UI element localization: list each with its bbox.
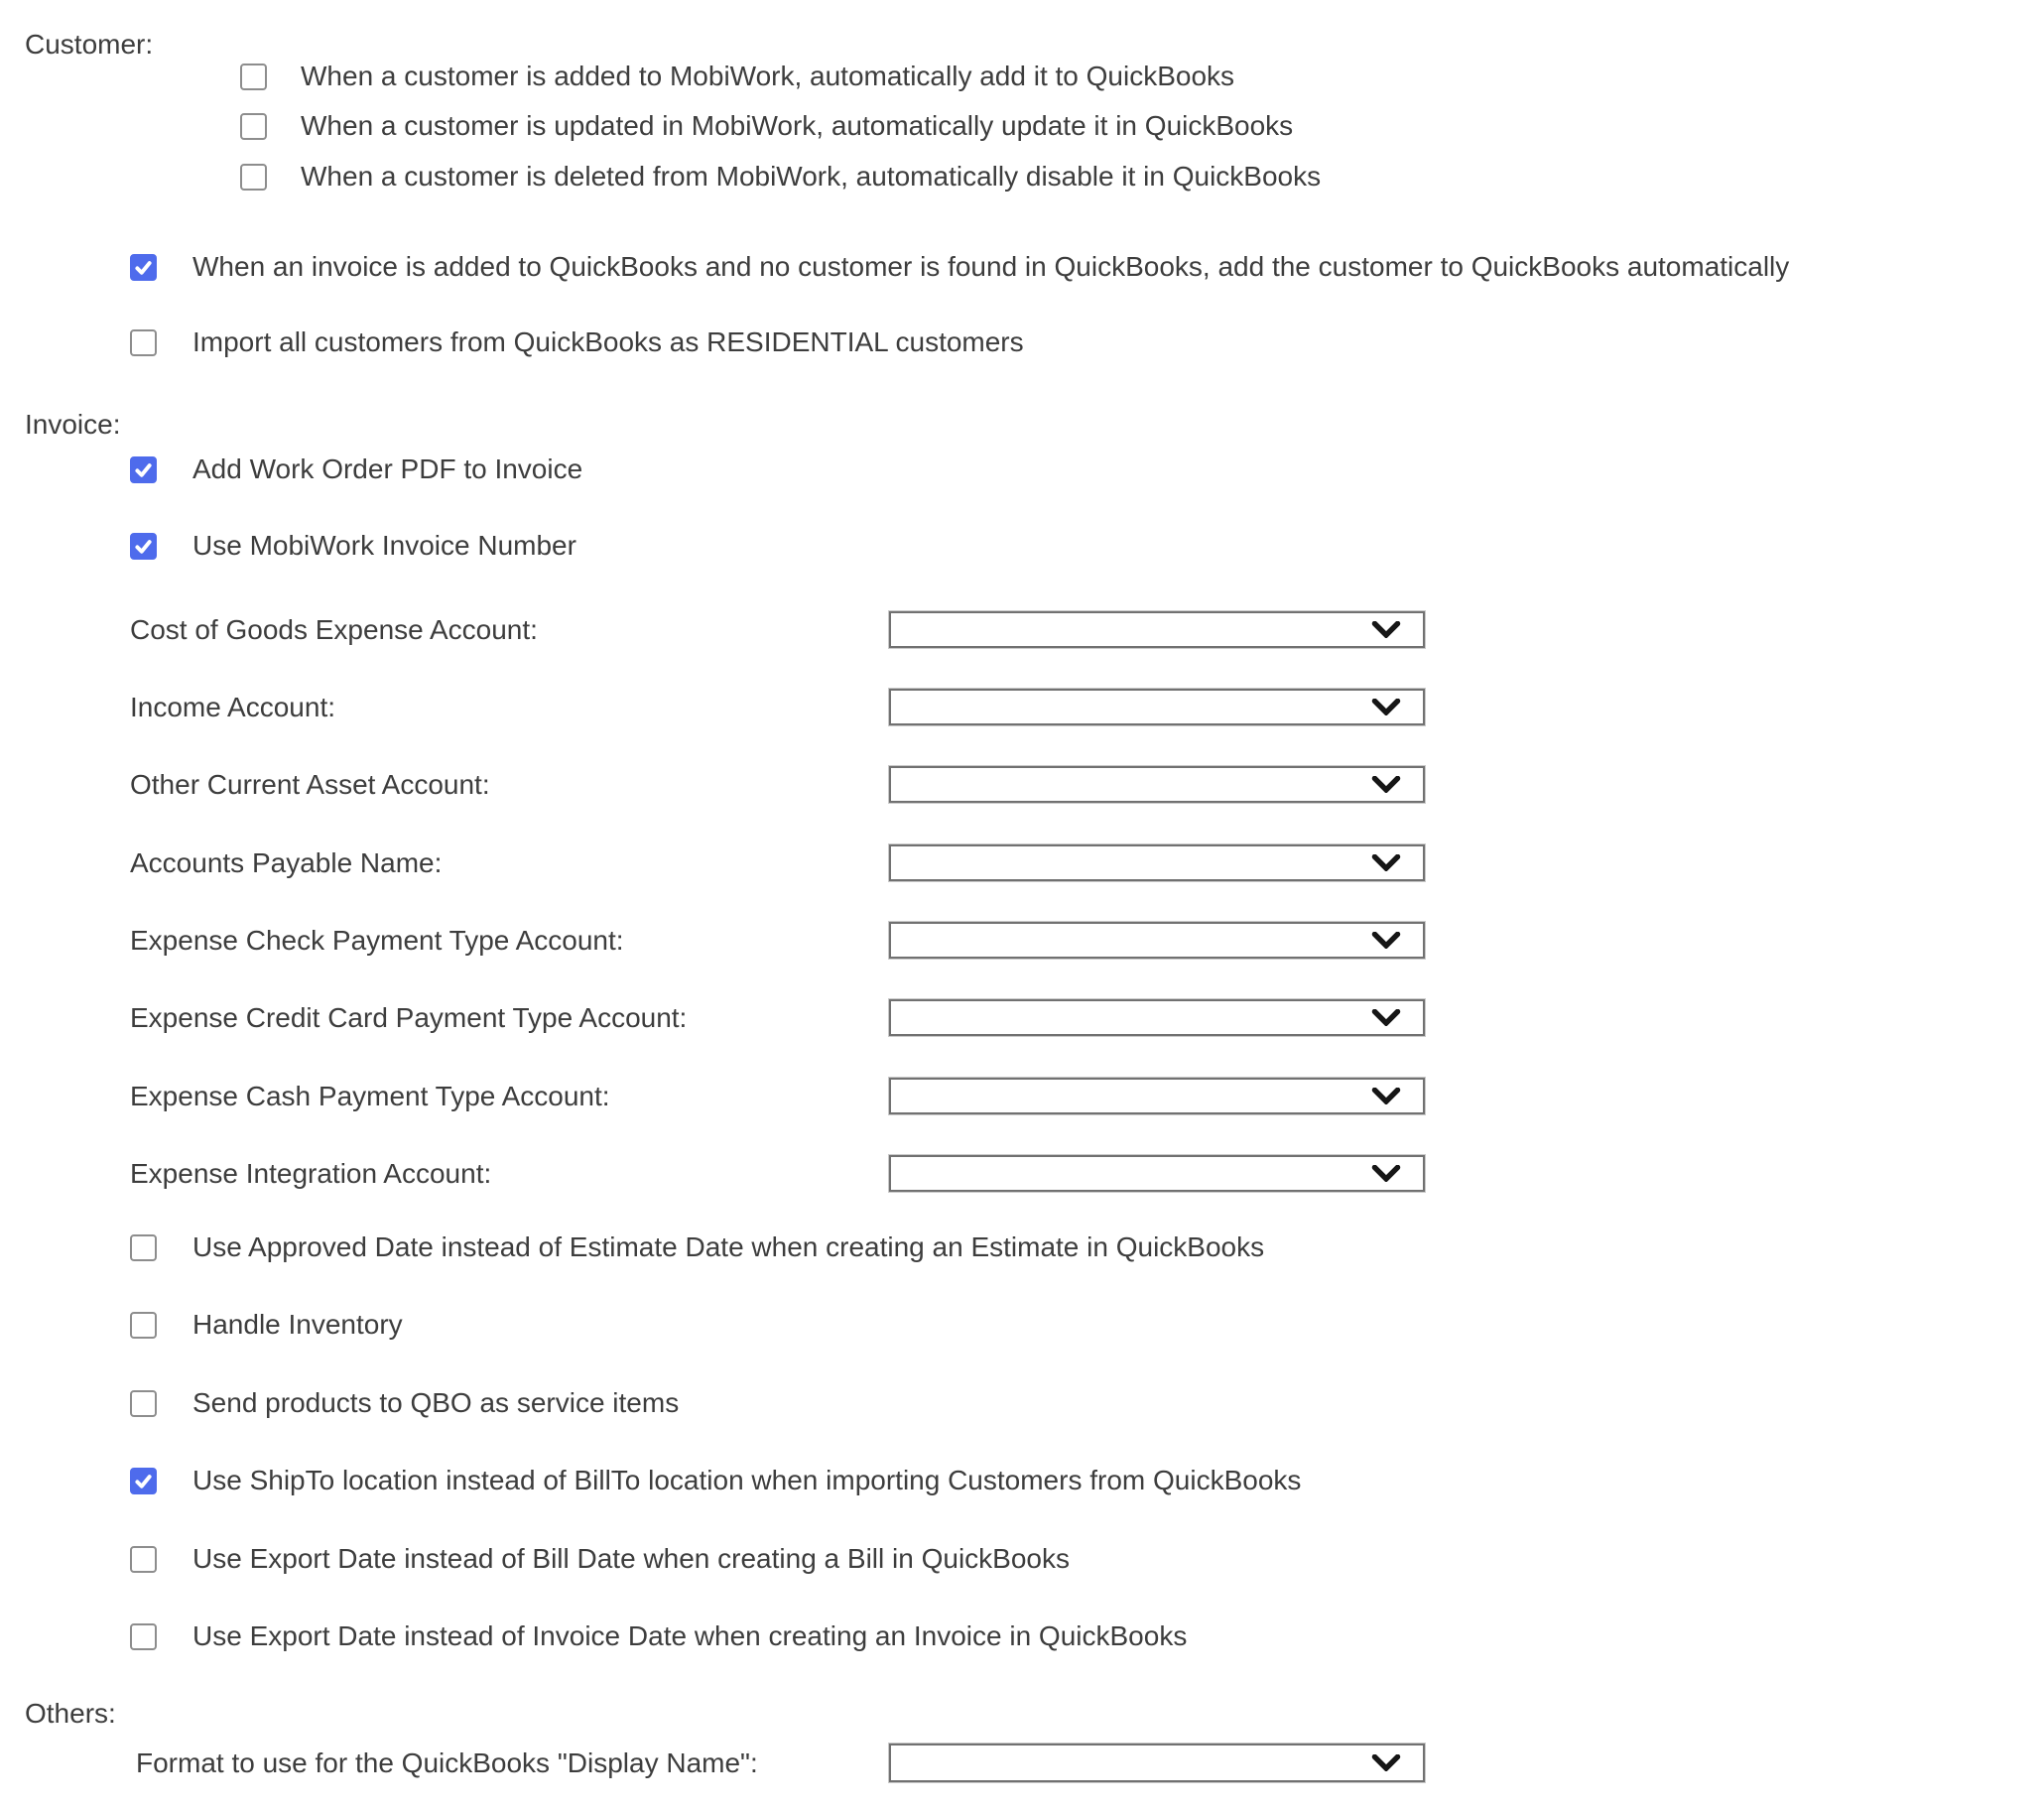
chevron-down-icon xyxy=(1371,932,1401,949)
chevron-down-icon xyxy=(1371,776,1401,793)
field-row-other-current-asset xyxy=(0,766,2044,803)
accounts-payable-name-select[interactable] xyxy=(889,844,1425,881)
checkbox-label: When a customer is added to MobiWork, automatically add it to QuickBooks xyxy=(301,61,1235,91)
checkbox-label: Handle Inventory xyxy=(192,1309,403,1340)
checkbox-use-mobiwork-invoice-number[interactable] xyxy=(130,533,157,560)
checkmark-icon xyxy=(133,257,154,278)
chevron-down-icon xyxy=(1371,1088,1401,1104)
expense-integration-account-select[interactable] xyxy=(889,1155,1425,1192)
checkmark-icon xyxy=(133,1471,154,1491)
field-label: Expense Cash Payment Type Account: xyxy=(130,1080,610,1111)
checkbox-send-products-qbo[interactable] xyxy=(130,1390,157,1417)
checkbox-label: Use Export Date instead of Bill Date when creating a Bill in QuickBooks xyxy=(192,1543,1070,1574)
checkbox-row-add-workorder-pdf[interactable] xyxy=(130,454,582,484)
checkbox-customer-added[interactable] xyxy=(240,64,267,90)
field-row-cost-of-goods xyxy=(0,611,2044,648)
chevron-down-icon xyxy=(1371,1009,1401,1026)
field-label: Format to use for the QuickBooks "Display Name": xyxy=(136,1746,758,1778)
chevron-down-icon xyxy=(1371,1165,1401,1182)
field-row-display-name-format xyxy=(0,1744,2044,1782)
checkbox-label: Use MobiWork Invoice Number xyxy=(192,530,576,561)
checkbox-label: When a customer is deleted from MobiWork, automatically disable it in QuickBooks xyxy=(301,161,1322,192)
chevron-down-icon xyxy=(1371,854,1401,871)
checkbox-label: Import all customers from QuickBooks as RESIDENTIAL customers xyxy=(192,326,1024,357)
checkbox-row-use-approved-date[interactable] xyxy=(130,1232,1264,1262)
checkbox-use-approved-date[interactable] xyxy=(130,1234,157,1261)
income-account-select[interactable] xyxy=(889,689,1425,725)
checkbox-label: Add Work Order PDF to Invoice xyxy=(192,453,583,484)
checkbox-handle-inventory[interactable] xyxy=(130,1312,157,1339)
field-row-accounts-payable xyxy=(0,844,2044,881)
expense-check-payment-type-account-select[interactable] xyxy=(889,922,1425,959)
cost-of-goods-expense-account-select[interactable] xyxy=(889,611,1425,648)
field-row-income-account xyxy=(0,689,2044,725)
checkbox-label: Send products to QBO as service items xyxy=(192,1387,680,1418)
checkbox-label: When a customer is updated in MobiWork, automatically update it in QuickBooks xyxy=(301,110,1294,141)
checkbox-import-residential[interactable] xyxy=(130,329,157,356)
checkbox-customer-updated[interactable] xyxy=(240,113,267,140)
field-row-expense-credit-card xyxy=(0,999,2044,1036)
field-label: Other Current Asset Account: xyxy=(130,768,490,800)
chevron-down-icon xyxy=(1371,1754,1401,1771)
expense-cash-payment-type-account-select[interactable] xyxy=(889,1078,1425,1114)
other-current-asset-account-select[interactable] xyxy=(889,766,1425,803)
checkbox-row-handle-inventory[interactable] xyxy=(130,1310,403,1340)
section-label-others: Others: xyxy=(25,1698,116,1729)
checkmark-icon xyxy=(133,459,154,480)
checkbox-row-send-products-qbo[interactable] xyxy=(130,1388,679,1418)
expense-credit-card-payment-type-account-select[interactable] xyxy=(889,999,1425,1036)
checkbox-label: Use ShipTo location instead of BillTo location when importing Customers from QuickBooks xyxy=(192,1465,1302,1495)
field-row-expense-integration xyxy=(0,1155,2044,1192)
checkbox-row-use-shipto-location[interactable] xyxy=(130,1466,1301,1495)
checkbox-use-shipto-location[interactable] xyxy=(130,1468,157,1494)
section-label-customer: Customer: xyxy=(25,29,154,60)
checkbox-row-customer-updated[interactable] xyxy=(240,111,1293,141)
checkbox-add-workorder-pdf[interactable] xyxy=(130,456,157,483)
checkmark-icon xyxy=(133,536,154,557)
checkbox-label: Use Approved Date instead of Estimate Date when creating an Estimate in QuickBooks xyxy=(192,1231,1265,1262)
field-row-expense-check xyxy=(0,922,2044,959)
section-label-invoice: Invoice: xyxy=(25,409,121,440)
checkbox-row-add-customer-on-invoice[interactable] xyxy=(130,252,1789,282)
checkbox-row-import-residential[interactable] xyxy=(130,327,1024,357)
checkbox-label: Use Export Date instead of Invoice Date when creating an Invoice in QuickBooks xyxy=(192,1620,1188,1651)
field-label: Expense Check Payment Type Account: xyxy=(130,924,624,956)
field-row-expense-cash xyxy=(0,1078,2044,1114)
checkbox-row-export-date-bill[interactable] xyxy=(130,1544,1070,1574)
display-name-format-select[interactable] xyxy=(889,1744,1425,1782)
chevron-down-icon xyxy=(1371,699,1401,715)
field-label: Income Account: xyxy=(130,691,336,722)
checkbox-row-customer-added[interactable] xyxy=(240,62,1234,91)
field-label: Expense Integration Account: xyxy=(130,1157,492,1189)
checkbox-customer-deleted[interactable] xyxy=(240,164,267,191)
checkbox-add-customer-on-invoice[interactable] xyxy=(130,254,157,281)
field-label: Expense Credit Card Payment Type Account: xyxy=(130,1001,688,1033)
field-label: Accounts Payable Name: xyxy=(130,846,443,878)
checkbox-row-use-mobiwork-invoice-number[interactable] xyxy=(130,531,576,561)
checkbox-row-export-date-invoice[interactable] xyxy=(130,1621,1187,1651)
chevron-down-icon xyxy=(1371,621,1401,638)
checkbox-export-date-bill[interactable] xyxy=(130,1546,157,1573)
checkbox-label: When an invoice is added to QuickBooks and no customer is found in QuickBooks, add the customer to QuickBooks automatically xyxy=(192,251,1790,282)
checkbox-row-customer-deleted[interactable] xyxy=(240,162,1321,192)
checkbox-export-date-invoice[interactable] xyxy=(130,1623,157,1650)
field-label: Cost of Goods Expense Account: xyxy=(130,613,538,645)
